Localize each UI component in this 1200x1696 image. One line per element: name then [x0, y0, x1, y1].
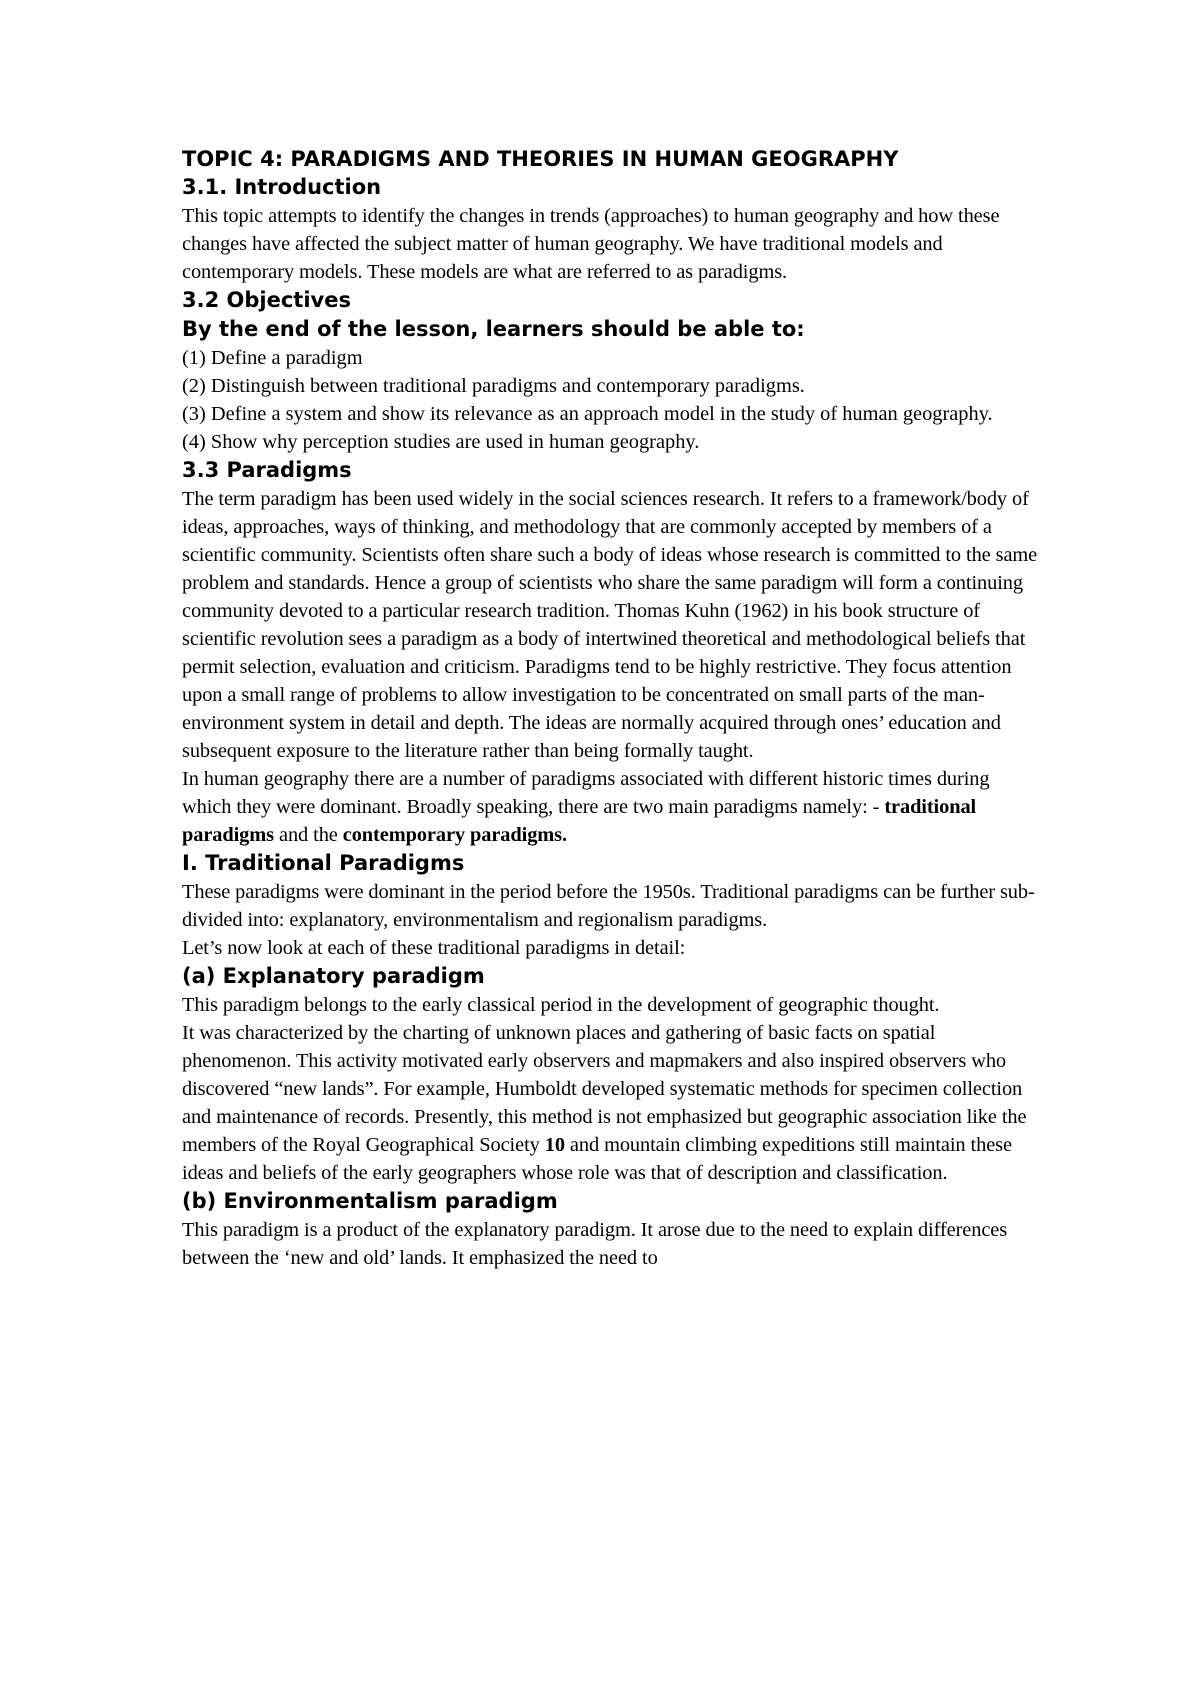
- environmentalism-paradigm-text: This paradigm is a product of the explanatory paradigm. It arose due to the need to explain differences between the ‘new and old’ lands. It emphasized the need to: [182, 1219, 1008, 1269]
- paradigms-types-connector: and the: [274, 824, 343, 846]
- explanatory-text-end: and mountain climbing expeditions still maintain these ideas and beliefs of the early geographers whose role was that of description and classification.: [182, 1134, 1012, 1184]
- explanatory-paradigm-heading: (a) Explanatory paradigm: [182, 964, 485, 988]
- objectives-subheading: By the end of the lesson, learners should be able to:: [182, 317, 805, 341]
- environmentalism-paradigm-heading: (b) Environmentalism paradigm: [182, 1189, 558, 1213]
- paradigms-types-lead: In human geography there are a number of paradigms associated with different historic times during which they were dominant. Broadly speaking, there are two main paradigms namely: -: [182, 768, 990, 818]
- explanatory-paradigm-text: [182, 1019, 1042, 1187]
- introduction-text: This topic attempts to identify the changes in trends (approaches) to human geography and how these changes have affected the subject matter of human geography. We have traditional models and contemporary models. These models are what are referred to as paradigms.: [182, 205, 1000, 283]
- objective-item: (1) Define a paradigm: [182, 347, 363, 369]
- explanatory-footnote-number: 10: [544, 1134, 565, 1156]
- document-title: TOPIC 4: PARADIGMS AND THEORIES IN HUMAN GEOGRAPHY: [182, 147, 899, 171]
- traditional-paradigms-term: traditional paradigms: [182, 796, 977, 846]
- objective-item: (2) Distinguish between traditional paradigms and contemporary paradigms.: [182, 375, 805, 397]
- explanatory-paradigm-intro: This paradigm belongs to the early classical period in the development of geographic thought.: [182, 994, 940, 1016]
- paradigms-types-text: [182, 765, 1042, 849]
- objective-item: (4) Show why perception studies are used in human geography.: [182, 431, 700, 453]
- traditional-paradigms-heading: I. Traditional Paradigms: [182, 851, 465, 875]
- contemporary-paradigms-term: contemporary paradigms.: [342, 824, 568, 846]
- objective-item: (3) Define a system and show its relevance as an approach model in the study of human geography.: [182, 403, 993, 425]
- paradigms-heading: 3.3 Paradigms: [182, 458, 352, 482]
- traditional-paradigms-text: These paradigms were dominant in the period before the 1950s. Traditional paradigms can be further sub-divided into: explanatory, environmentalism and regionalism paradigms.: [182, 881, 1035, 931]
- introduction-heading: 3.1. Introduction: [182, 175, 382, 199]
- paradigms-definition-text: The term paradigm has been used widely in the social sciences research. It refers to a framework/body of ideas, approaches, ways of thinking, and methodology that are commonly accepted by members of a scientific community. Scientists often share such a body of ideas whose research is committed to the same problem and standards. Hence a group of scientists who share the same paradigm will form a continuing community devoted to a particular research tradition. Thomas Kuhn (1962) in his book structure of scientific revolution sees a paradigm as a body of intertwined theoretical and methodological beliefs that permit selection, evaluation and criticism. Paradigms tend to be highly restrictive. They focus attention upon a small range of problems to allow investigation to be concentrated on small parts of the man-environment system in detail and depth. The ideas are normally acquired through ones’ education and subsequent exposure to the literature rather than being formally taught.: [182, 488, 1038, 762]
- document-page: [182, 145, 1042, 1272]
- explanatory-text-start: It was characterized by the charting of unknown places and gathering of basic facts on spatial phenomenon. This activity motivated early observers and mapmakers and also inspired observers who discovered “new lands”. For example, Humboldt developed systematic methods for specimen collection and maintenance of records. Presently, this method is not emphasized but geographic association like the members of the Royal Geographical Society: [182, 1022, 1027, 1156]
- objectives-list: [182, 344, 1042, 456]
- objectives-heading: 3.2 Objectives: [182, 288, 351, 312]
- traditional-paradigms-transition: Let’s now look at each of these traditional paradigms in detail:: [182, 937, 686, 959]
